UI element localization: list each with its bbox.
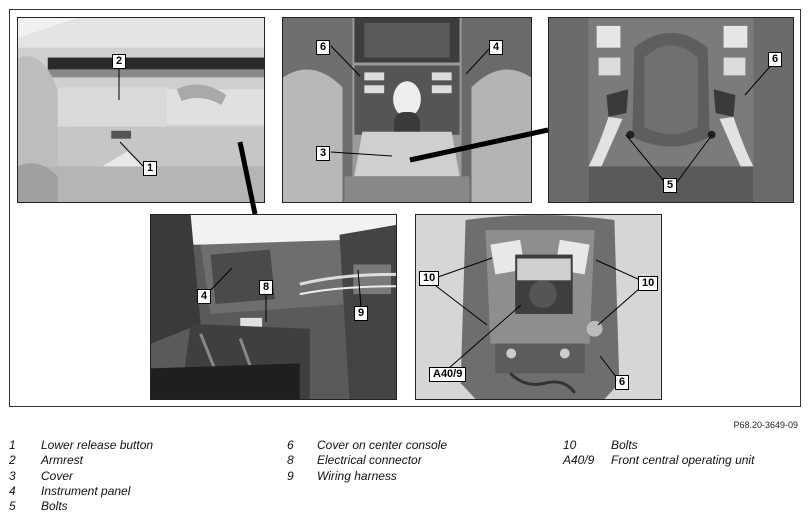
callout-cover: 3	[316, 146, 330, 161]
legend-number: A40/9	[563, 453, 595, 468]
legend-text: Armrest	[41, 453, 83, 468]
callout-electrical-connector: 8	[259, 280, 273, 295]
callout-bolts: 5	[663, 178, 677, 193]
legend-item	[563, 438, 799, 453]
legend-item	[563, 453, 799, 468]
callout-bolts: 10	[419, 271, 439, 286]
legend	[9, 438, 799, 518]
legend-column-1	[9, 438, 279, 514]
legend-item	[9, 438, 279, 453]
legend-text: Front central operating unit	[611, 453, 755, 468]
legend-item	[287, 469, 557, 484]
legend-text: Lower release button	[41, 438, 154, 452]
legend-text: Electrical connector	[317, 453, 422, 468]
center-console-photo	[548, 17, 794, 203]
callout-cover-on-center-console: 6	[615, 375, 629, 390]
legend-text: Bolts	[611, 438, 638, 452]
legend-number: 1	[9, 438, 16, 452]
legend-item	[9, 499, 279, 514]
callout-armrest: 2	[112, 54, 126, 69]
legend-item	[287, 453, 557, 468]
legend-text: Cover on center console	[317, 438, 448, 452]
callout-front-central-operating-unit: A40/9	[429, 367, 466, 382]
legend-text: Wiring harness	[317, 468, 397, 483]
legend-number: 2	[9, 453, 16, 468]
callout-cover-on-center-console: 6	[316, 40, 330, 55]
legend-item	[9, 453, 279, 468]
legend-number: 3	[9, 468, 16, 483]
callout-cover-on-center-console: 6	[768, 52, 782, 67]
armrest-photo	[17, 17, 265, 203]
legend-number: 9	[287, 468, 294, 483]
callout-instrument-panel: 4	[489, 40, 503, 55]
legend-text: Instrument panel	[41, 483, 131, 498]
callout-bolts: 10	[638, 276, 658, 291]
legend-number: 5	[9, 499, 16, 514]
legend-text: Bolts	[41, 499, 68, 514]
callout-lower-release-button: 1	[143, 161, 157, 176]
legend-text: Cover	[41, 468, 74, 483]
legend-number: 10	[563, 438, 577, 452]
figure-reference: P68.20-3649-09	[733, 420, 798, 430]
legend-column-2	[287, 438, 557, 484]
legend-item	[9, 484, 279, 499]
legend-column-3	[563, 438, 799, 469]
legend-number: 4	[9, 483, 16, 498]
callout-instrument-panel: 4	[197, 289, 211, 304]
legend-number: 8	[287, 453, 294, 468]
legend-number: 6	[287, 438, 294, 452]
callout-wiring-harness: 9	[354, 306, 368, 321]
legend-item	[9, 469, 279, 484]
legend-item	[287, 438, 557, 453]
